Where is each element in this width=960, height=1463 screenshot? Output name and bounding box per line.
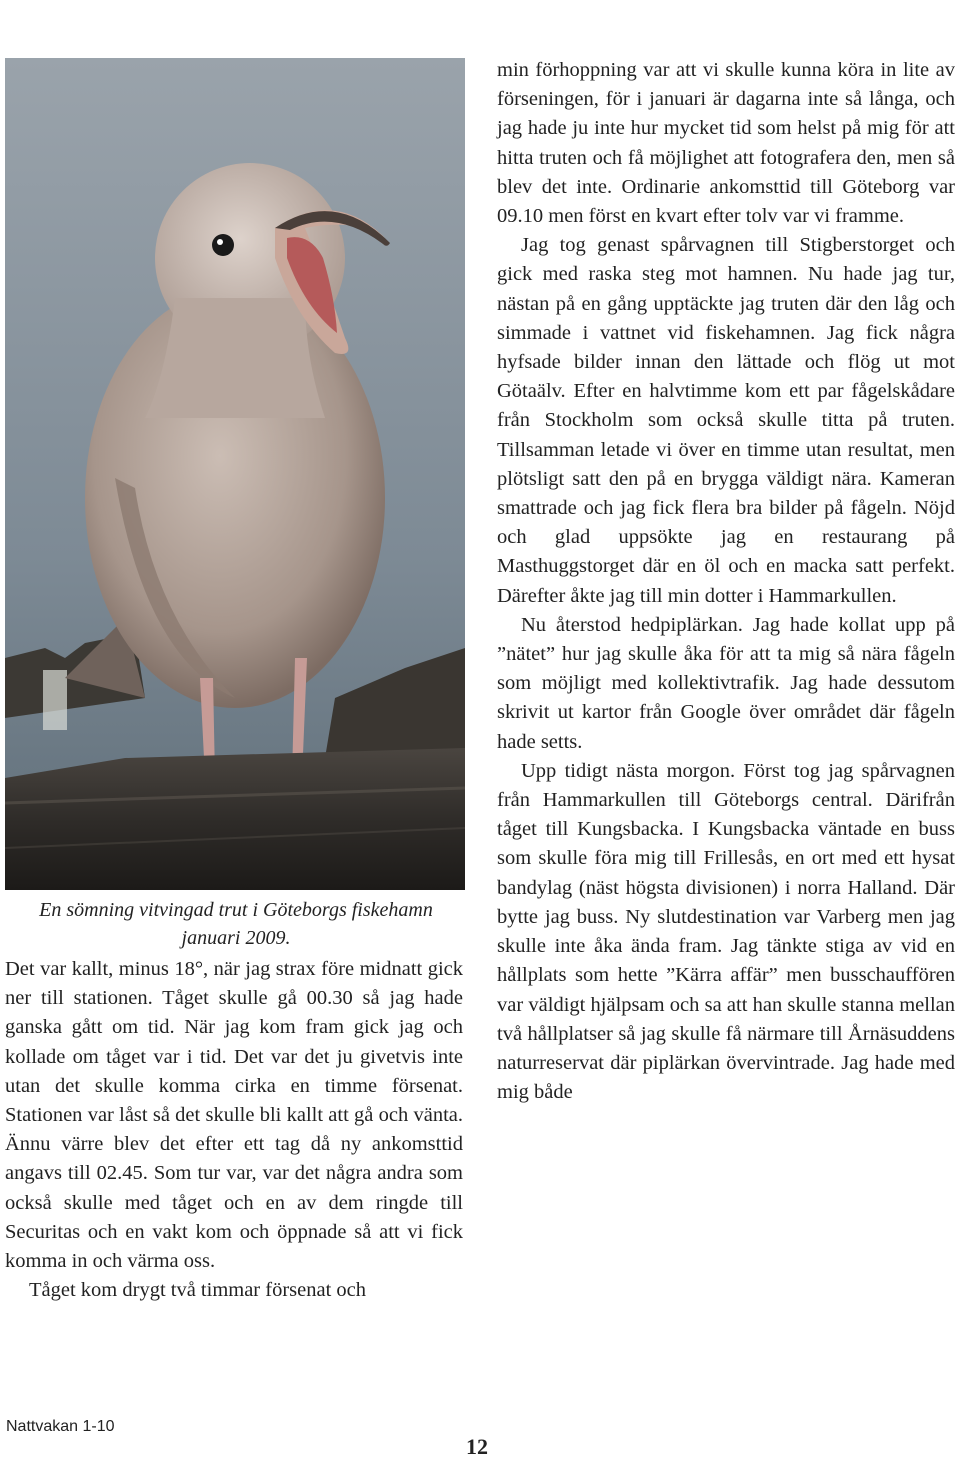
page-number: 12 [466, 1434, 488, 1459]
paragraph: Tåget kom drygt två timmar försenat och [29, 1279, 367, 1302]
paragraph: min förhoppning var att vi skulle kunna köra in lite av förseningen, för i januari är dagarna inte så långa, och jag hade ju inte hur mycket tid som helst på mig för att hitta truten och få möjlighet att fotografera den, men så blev det inte. Ordinarie ankomsttid till Göteborg var 09.10 men först en kvart efter tolv var vi framme. [497, 59, 955, 228]
paragraph: Jag tog genast spårvagnen till Stigberstorget och gick med raska steg mot hamnen. Nu hade jag tur, nästan på en gång upptäckte jag truten där den låg och simmade i vattnet vid fiskehamnen. Jag fick några hyfsade bilder innan den lättade och flög ut mot Götaälv. Efter en halvtimme kom ett par fågelskådare från Stockholm som också skulle titta på truten. Tillsamman letade vi över en timme utan resultat, men plötsligt satt den på en brygga väldigt nära. Kameran smattrade och jag fick flera bra bilder på fågeln. Nöjd och glad uppsökte jag en restaurang på Masthuggstorget där en öl och en macka satt perfekt. Därefter åkte jag till min dotter i Hammarkullen. [497, 234, 955, 607]
publication-name: Nattvakan 1-10 [6, 1418, 115, 1435]
paragraph: Det var kallt, minus 18°, när jag strax före midnatt gick ner till stationen. Tåget skulle gå 00.30 så jag hade ganska gått om tid. När jag kom fram gick jag och kollade om tåget var i tid. Det var det ju givetvis inte utan det skulle komma cirka en timme försenat. Stationen var låst så det skulle bli kallt att gå och vänta. Ännu värre blev det efter ett tag då ny ankomsttid angavs till 02.45. Som tur var, var det några andra som också skulle med tåget och en av dem ringde till Securitas och en vakt kom och öppnade så att vi fick komma in och värma oss. [5, 958, 463, 1273]
photo-caption: En sömning vitvingad trut i Göteborgs fiskehamn januari 2009. [39, 899, 433, 949]
paragraph: Upp tidigt nästa morgon. Först tog jag spårvagnen från Hammarkullen till Göteborgs central. Därifrån tåget till Kungsbacka. I Kungsbacka väntade en buss som skulle föra mig till Frillesås, en ort med ett hysat bandylag (näst högsta divisionen) i norra Halland. Där bytte jag buss. Ny slutdestination var Varberg men jag skulle inte åka ända fram. Jag tänkte stiga av vid en hållplats som hette ”Kärra affär” men busschauffören var väldigt hjälpsam och sa att han skulle stanna mellan två hållplatser så jag skulle få närmare till Årnäsuddens naturreservat där piplärkan övervintrade. Jag hade med mig både [497, 759, 955, 1104]
left-text-column [5, 955, 463, 1305]
paragraph: Nu återstod hedpiplärkan. Jag hade kollat upp på ”nätet” hur jag skulle åka för att ta mig så nära fågeln som möjligt med kollektivtrafik. Jag hade dessutom skrivit ut kartor från Google över området där fågeln hade setts. [497, 613, 955, 753]
gull-photo [5, 58, 465, 890]
right-text-column [497, 56, 955, 1107]
gull-illustration [5, 58, 465, 890]
